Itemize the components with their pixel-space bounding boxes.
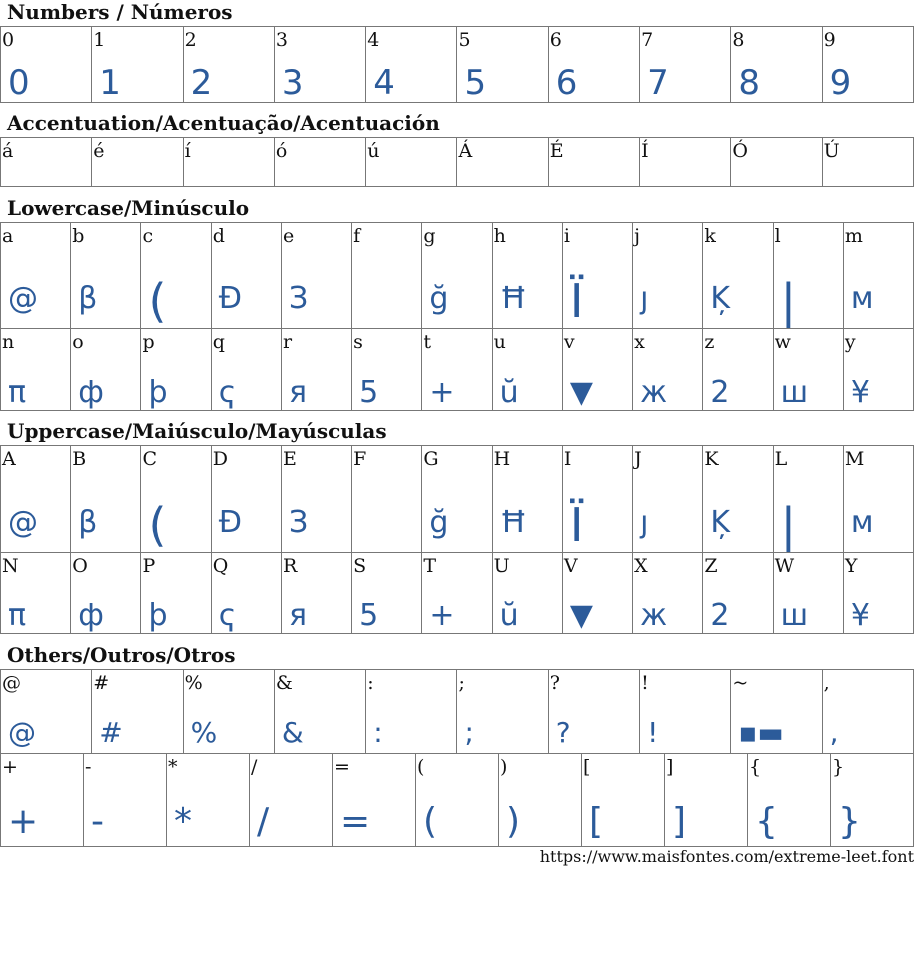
glyph-cell — [639, 27, 730, 102]
glyph-cell — [140, 329, 210, 410]
glyph-cell — [664, 754, 747, 846]
glyph-cell-label: m — [844, 225, 863, 247]
glyph-cell-label: s — [353, 331, 363, 353]
glyph-sample: , — [829, 716, 839, 749]
glyph-sample: ğ — [429, 505, 449, 540]
glyph-sample: 5 — [359, 375, 379, 410]
glyph-cell-label: 9 — [823, 29, 836, 51]
glyph-cell-label: X — [634, 555, 648, 577]
glyph-sample: ж — [640, 598, 668, 633]
glyph-cell — [632, 329, 702, 410]
glyph-sample: ш — [780, 375, 809, 410]
glyph-sample: 7 — [647, 63, 669, 102]
glyph-cell-label: r — [282, 331, 293, 353]
glyph-sample: я — [288, 598, 307, 633]
glyph-cell-label: ? — [549, 672, 560, 694]
glyph-sample: Ï — [569, 498, 584, 552]
glyph-cell-label: N — [2, 555, 19, 577]
glyph-sample: Đ — [218, 281, 242, 316]
glyph-cell — [351, 446, 421, 552]
glyph-cell-label: 6 — [549, 29, 562, 51]
glyph-cell — [421, 329, 491, 410]
glyph-cell — [562, 329, 632, 410]
glyph-sample: | — [780, 498, 797, 552]
others-row-2 — [0, 753, 914, 847]
glyph-sample: 6 — [555, 63, 578, 102]
accentuation-row — [0, 137, 914, 187]
glyph-cell — [822, 27, 914, 102]
glyph-cell — [492, 446, 562, 552]
glyph-cell — [0, 329, 70, 410]
glyph-cell — [281, 223, 351, 328]
glyph-cell — [140, 446, 210, 552]
uppercase-section-title: Uppercase/Maiúsculo/Mayúsculas — [7, 419, 387, 443]
glyph-cell — [421, 553, 491, 633]
glyph-cell-label: U — [493, 555, 510, 577]
glyph-cell-label: ] — [666, 756, 674, 778]
glyph-cell-label: [ — [583, 756, 591, 778]
glyph-cell — [332, 754, 415, 846]
glyph-cell-label: 7 — [641, 29, 654, 51]
glyph-sample: = — [340, 801, 371, 842]
glyph-sample: [ — [589, 801, 604, 842]
glyph-cell-label: Y — [844, 555, 858, 577]
glyph-sample: & — [281, 716, 304, 749]
glyph-cell — [843, 223, 914, 328]
glyph-cell-label: I — [563, 448, 572, 470]
glyph-cell-label: M — [844, 448, 865, 470]
glyph-cell-label: É — [549, 140, 564, 162]
glyph-cell-label: & — [275, 672, 293, 694]
glyph-cell-label: { — [749, 756, 762, 778]
glyph-sample: ; — [464, 716, 474, 749]
glyph-sample: ▼ — [569, 598, 593, 633]
numbers-section-title: Numbers / Números — [7, 0, 233, 24]
glyph-cell-label: # — [93, 672, 110, 694]
glyph-cell-label: ( — [417, 756, 425, 778]
others-row-1 — [0, 669, 914, 754]
glyph-cell-label: h — [493, 225, 506, 247]
glyph-cell — [843, 329, 914, 410]
glyph-cell — [632, 446, 702, 552]
glyph-cell-label: z — [704, 331, 715, 353]
glyph-cell-label: + — [2, 756, 18, 778]
glyph-cell-label: O — [72, 555, 88, 577]
glyph-cell — [140, 223, 210, 328]
glyph-cell — [421, 446, 491, 552]
glyph-cell — [702, 446, 772, 552]
glyph-sample: + — [429, 375, 455, 410]
glyph-sample: ȷ — [640, 505, 649, 540]
glyph-sample: 2 — [710, 598, 730, 633]
glyph-cell-label: C — [142, 448, 158, 470]
glyph-cell-label: G — [423, 448, 439, 470]
glyph-cell — [639, 670, 730, 753]
glyph-cell — [492, 329, 562, 410]
glyph-cell-label: B — [72, 448, 87, 470]
glyph-cell — [281, 446, 351, 552]
glyph-cell — [773, 553, 843, 633]
lowercase-row-1 — [0, 222, 914, 329]
glyph-cell-label: v — [563, 331, 575, 353]
glyph-sample: ( — [148, 498, 167, 552]
glyph-cell-label: R — [282, 555, 298, 577]
glyph-cell-label: Ó — [732, 140, 748, 162]
glyph-cell-label: , — [823, 672, 830, 694]
glyph-cell-label: E — [282, 448, 297, 470]
glyph-sample: + — [8, 801, 39, 842]
glyph-sample: ¥ — [850, 598, 870, 633]
glyph-cell-label: P — [142, 555, 156, 577]
glyph-cell — [492, 553, 562, 633]
glyph-cell — [351, 553, 421, 633]
glyph-cell — [211, 553, 281, 633]
glyph-sample: 4 — [373, 63, 395, 102]
glyph-cell — [747, 754, 830, 846]
glyph-cell-label: S — [353, 555, 367, 577]
glyph-cell-label: = — [334, 756, 350, 778]
glyph-cell-label: F — [353, 448, 367, 470]
glyph-sample: 5 — [359, 598, 379, 633]
glyph-cell-label: g — [423, 225, 436, 247]
glyph-cell-label: } — [832, 756, 845, 778]
glyph-sample: * — [174, 801, 192, 842]
glyph-sample: : — [373, 716, 383, 749]
glyph-sample: @ — [8, 716, 36, 749]
glyph-sample: @ — [8, 281, 38, 316]
glyph-cell-label: 1 — [93, 29, 106, 51]
glyph-cell — [351, 223, 421, 328]
glyph-cell — [211, 329, 281, 410]
glyph-cell — [548, 27, 639, 102]
glyph-cell-label: ! — [641, 672, 649, 694]
glyph-cell — [166, 754, 249, 846]
glyph-sample: / — [257, 801, 270, 842]
lowercase-row-2 — [0, 328, 914, 411]
glyph-cell — [91, 138, 182, 186]
numbers-row — [0, 26, 914, 103]
glyph-sample: Ï — [569, 274, 584, 328]
glyph-sample: Đ — [218, 505, 242, 540]
glyph-cell-label: c — [142, 225, 154, 247]
glyph-sample: { — [755, 801, 778, 842]
glyph-cell — [421, 223, 491, 328]
glyph-cell — [365, 670, 456, 753]
glyph-cell — [830, 754, 914, 846]
glyph-cell-label: p — [142, 331, 155, 353]
glyph-cell-label: q — [212, 331, 225, 353]
accentuation-section-title: Accentuation/Acentuação/Acentuación — [7, 111, 440, 135]
glyph-sample: | — [780, 274, 797, 328]
glyph-cell — [249, 754, 332, 846]
glyph-sample: + — [429, 598, 455, 633]
glyph-cell-label: 3 — [275, 29, 288, 51]
glyph-cell-label: ; — [458, 672, 465, 694]
glyph-cell — [632, 223, 702, 328]
glyph-sample: ᴍ — [850, 281, 874, 316]
glyph-cell — [83, 754, 166, 846]
glyph-cell — [0, 27, 91, 102]
glyph-cell-label: n — [2, 331, 15, 353]
glyph-sample: β — [78, 505, 98, 540]
glyph-sample: ? — [555, 716, 571, 749]
glyph-cell — [730, 138, 821, 186]
glyph-cell — [91, 27, 182, 102]
glyph-sample: я — [288, 375, 307, 410]
glyph-cell — [281, 553, 351, 633]
glyph-cell-label: 0 — [2, 29, 15, 51]
glyph-cell — [0, 754, 83, 846]
glyph-sample: ҁ — [218, 375, 236, 410]
others-section-title: Others/Outros/Otros — [7, 643, 236, 667]
glyph-sample: # — [99, 716, 123, 749]
glyph-sample: ) — [506, 801, 521, 842]
glyph-cell-label: Z — [704, 555, 718, 577]
glyph-cell — [183, 670, 274, 753]
glyph-cell — [0, 670, 91, 753]
glyph-sample: ŭ — [499, 375, 519, 410]
glyph-sample: ¥ — [850, 375, 870, 410]
glyph-cell-label: ~ — [732, 672, 749, 694]
glyph-sample: ȷ — [640, 281, 649, 316]
glyph-cell-label: T — [423, 555, 437, 577]
glyph-cell — [773, 223, 843, 328]
glyph-cell — [183, 138, 274, 186]
glyph-sample: ŭ — [499, 598, 519, 633]
glyph-cell-label: u — [493, 331, 506, 353]
glyph-sample: % — [190, 716, 218, 749]
glyph-sample: ▼ — [569, 375, 593, 410]
glyph-cell — [274, 27, 365, 102]
glyph-cell-label: i — [563, 225, 570, 247]
glyph-sample: Ħ — [499, 505, 528, 540]
glyph-cell-label: d — [212, 225, 225, 247]
glyph-cell-label: á — [2, 140, 14, 162]
glyph-sample: β — [78, 281, 98, 316]
glyph-cell — [70, 446, 140, 552]
glyph-cell — [91, 670, 182, 753]
glyph-cell-label: A — [2, 448, 16, 470]
glyph-sample: З — [288, 505, 309, 540]
glyph-cell-label: t — [423, 331, 432, 353]
glyph-sample: ᴍ — [850, 505, 874, 540]
glyph-sample: ( — [423, 801, 438, 842]
glyph-cell — [639, 138, 730, 186]
glyph-cell — [562, 553, 632, 633]
glyph-cell — [183, 27, 274, 102]
glyph-cell — [702, 223, 772, 328]
glyph-sample: ҁ — [218, 598, 236, 633]
glyph-sample: ! — [647, 716, 659, 749]
glyph-cell-label: ó — [275, 140, 288, 162]
glyph-sample: þ — [148, 598, 168, 633]
glyph-cell-label: V — [563, 555, 578, 577]
glyph-cell — [0, 223, 70, 328]
glyph-sample: 2 — [710, 375, 730, 410]
glyph-cell — [415, 754, 498, 846]
glyph-sample: } — [838, 801, 861, 842]
glyph-cell — [498, 754, 581, 846]
glyph-cell-label: W — [774, 555, 795, 577]
glyph-sample: þ — [148, 375, 168, 410]
glyph-cell-label: : — [367, 672, 374, 694]
glyph-cell — [140, 553, 210, 633]
glyph-cell — [0, 138, 91, 186]
glyph-cell-label: f — [353, 225, 361, 247]
source-url[interactable]: https://www.maisfontes.com/extreme-leet.font — [539, 847, 914, 866]
uppercase-row-2 — [0, 552, 914, 634]
glyph-cell — [281, 329, 351, 410]
glyph-cell-label: ) — [500, 756, 508, 778]
glyph-sample: 3 — [281, 63, 304, 102]
glyph-cell — [492, 223, 562, 328]
glyph-cell-label: / — [251, 756, 258, 778]
glyph-cell-label: x — [634, 331, 645, 353]
glyph-cell-label: k — [704, 225, 716, 247]
glyph-cell — [70, 329, 140, 410]
glyph-cell-label: D — [212, 448, 228, 470]
glyph-cell-label: - — [85, 756, 92, 778]
glyph-cell-label: 4 — [367, 29, 380, 51]
glyph-cell — [365, 27, 456, 102]
glyph-cell — [702, 553, 772, 633]
glyph-cell-label: j — [634, 225, 641, 247]
glyph-cell-label: J — [634, 448, 642, 470]
glyph-cell — [274, 138, 365, 186]
glyph-cell-label: * — [168, 756, 178, 778]
glyph-cell-label: y — [844, 331, 856, 353]
glyph-sample: ж — [640, 375, 668, 410]
glyph-cell — [274, 670, 365, 753]
glyph-sample: ▪▬ — [738, 716, 784, 749]
glyph-cell-label: b — [72, 225, 85, 247]
glyph-sample: 0 — [8, 63, 30, 102]
glyph-cell — [843, 446, 914, 552]
glyph-cell — [632, 553, 702, 633]
glyph-cell — [702, 329, 772, 410]
glyph-cell — [548, 138, 639, 186]
glyph-sample: 8 — [738, 63, 761, 102]
glyph-cell — [70, 553, 140, 633]
glyph-cell-label: Q — [212, 555, 229, 577]
glyph-cell-label: % — [184, 672, 203, 694]
glyph-cell — [456, 27, 547, 102]
glyph-cell-label: K — [704, 448, 719, 470]
glyph-cell-label: ú — [367, 140, 380, 162]
glyph-sample: π — [8, 375, 27, 410]
glyph-cell-label: 2 — [184, 29, 197, 51]
glyph-cell — [562, 223, 632, 328]
glyph-cell — [730, 27, 821, 102]
glyph-cell — [351, 329, 421, 410]
glyph-cell — [456, 670, 547, 753]
glyph-cell-label: w — [774, 331, 791, 353]
uppercase-row-1 — [0, 445, 914, 553]
glyph-cell — [70, 223, 140, 328]
glyph-sample: ğ — [429, 281, 449, 316]
glyph-sample: З — [288, 281, 309, 316]
glyph-sample: ф — [78, 598, 104, 633]
glyph-cell — [365, 138, 456, 186]
glyph-cell — [843, 553, 914, 633]
glyph-sample: 9 — [829, 63, 852, 102]
glyph-cell-label: a — [2, 225, 14, 247]
glyph-cell-label: l — [774, 225, 781, 247]
glyph-cell — [211, 446, 281, 552]
glyph-sample: ] — [672, 801, 687, 842]
glyph-cell-label: Á — [458, 140, 473, 162]
glyph-cell-label: e — [282, 225, 295, 247]
glyph-cell — [730, 670, 821, 753]
glyph-sample: 2 — [190, 63, 213, 102]
glyph-cell — [548, 670, 639, 753]
glyph-sample: π — [8, 598, 27, 633]
glyph-sample: 1 — [99, 63, 121, 102]
glyph-cell-label: 5 — [458, 29, 471, 51]
glyph-cell-label: H — [493, 448, 511, 470]
lowercase-section-title: Lowercase/Minúsculo — [7, 196, 250, 220]
glyph-cell — [0, 553, 70, 633]
glyph-cell — [562, 446, 632, 552]
glyph-cell-label: o — [72, 331, 84, 353]
glyph-sample: - — [91, 801, 104, 842]
glyph-cell — [581, 754, 664, 846]
glyph-sample: ( — [148, 274, 167, 328]
glyph-cell-label: é — [93, 140, 105, 162]
glyph-cell — [773, 446, 843, 552]
glyph-cell — [822, 138, 914, 186]
glyph-sample: ш — [780, 598, 809, 633]
glyph-cell — [822, 670, 914, 753]
glyph-sample: Ķ — [710, 505, 731, 540]
glyph-sample: Ķ — [710, 281, 731, 316]
glyph-sample: 5 — [464, 63, 487, 102]
glyph-cell-label: Í — [641, 140, 649, 162]
glyph-cell — [773, 329, 843, 410]
glyph-cell — [0, 446, 70, 552]
glyph-cell — [456, 138, 547, 186]
glyph-sample: @ — [8, 505, 38, 540]
glyph-cell-label: Ú — [823, 140, 840, 162]
glyph-cell-label: í — [184, 140, 191, 162]
glyph-sample: ф — [78, 375, 104, 410]
glyph-cell-label: @ — [2, 672, 21, 694]
glyph-cell-label: L — [774, 448, 788, 470]
glyph-sample: Ħ — [499, 281, 528, 316]
glyph-cell — [211, 223, 281, 328]
glyph-cell-label: 8 — [732, 29, 745, 51]
